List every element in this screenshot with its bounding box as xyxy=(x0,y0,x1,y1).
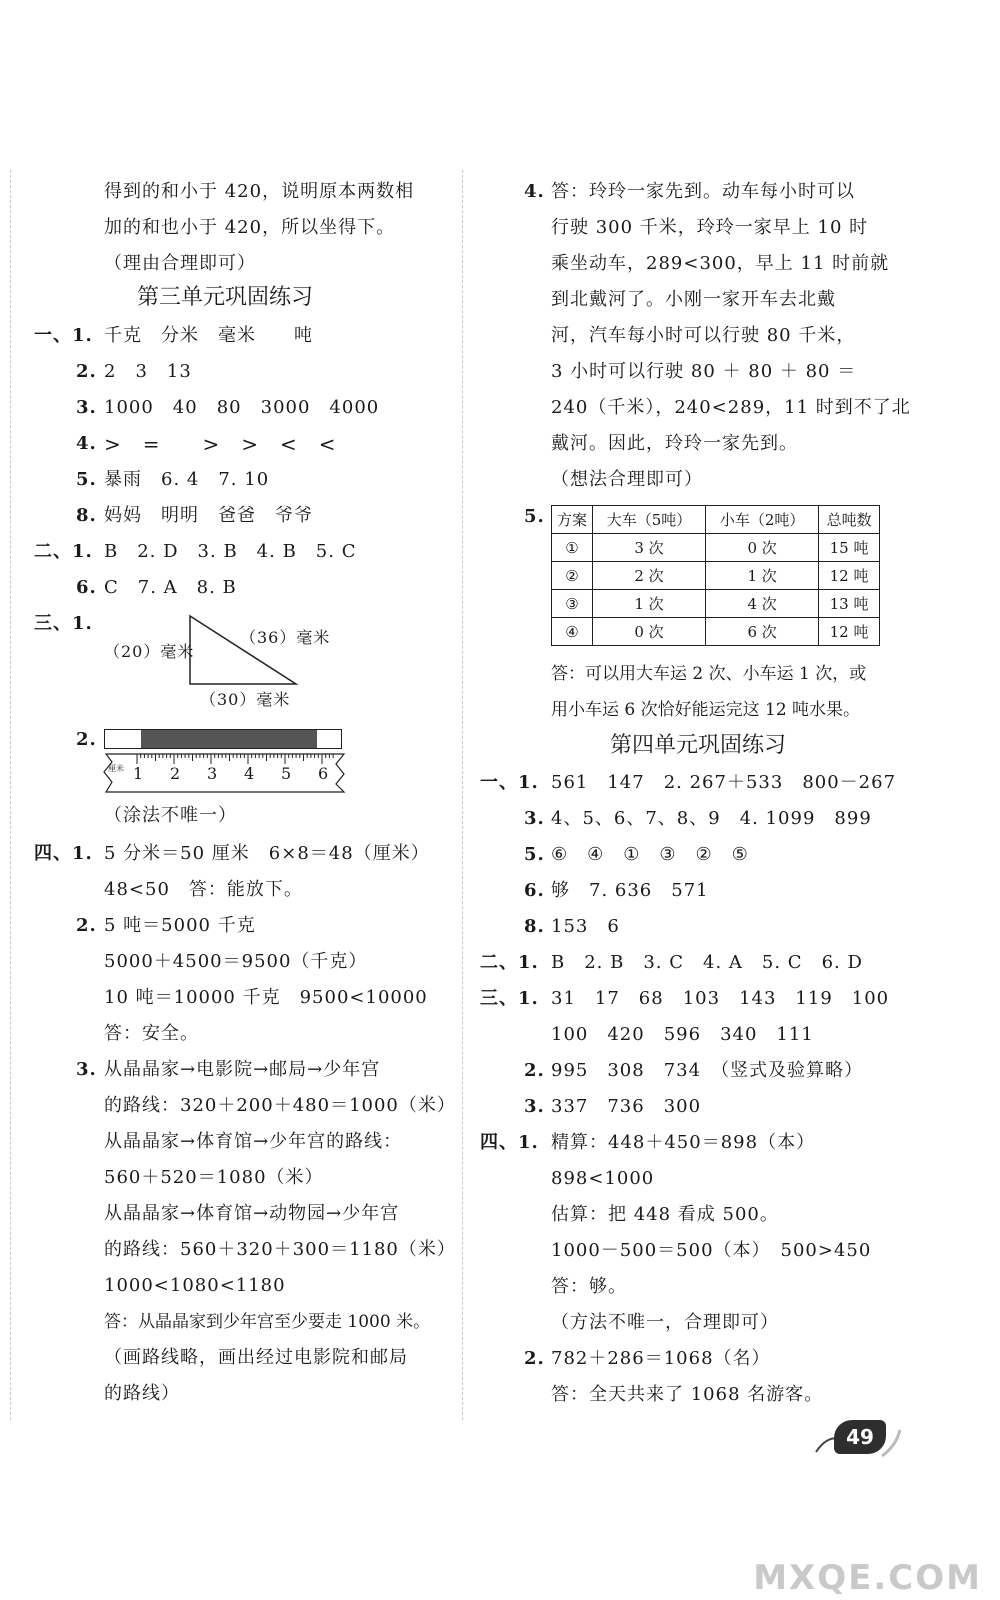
table-cell: 0 次 xyxy=(593,618,706,646)
answer-text: 1000<1080<1180 xyxy=(104,1275,286,1296)
triangle-hypotenuse-label: （36）毫米 xyxy=(240,628,331,647)
answer-text: 戴河。因此，玲玲一家先到。 xyxy=(551,433,798,454)
table-header: 大车（5吨） xyxy=(593,506,706,534)
table-cell: 1 次 xyxy=(706,562,819,590)
question-number: 四、1. xyxy=(480,1132,539,1153)
answer-text: 153 6 xyxy=(551,916,620,937)
question-number: 三、1. xyxy=(34,613,93,634)
table-cell: 1 次 xyxy=(593,590,706,618)
answer-text: 337 736 300 xyxy=(551,1096,702,1117)
question-number: 6. xyxy=(524,880,545,901)
answer-text: 的路线：560＋320＋300＝1180（米） xyxy=(104,1239,456,1260)
unit3-title: 第三单元巩固练习 xyxy=(137,285,314,310)
table-cell: 3 次 xyxy=(593,534,706,562)
table-row xyxy=(552,534,880,562)
watermark-text: MXQE.COM xyxy=(753,1558,982,1598)
table-cell: 15 吨 xyxy=(819,534,880,562)
question-number: 5. xyxy=(76,469,97,490)
question-number: 8. xyxy=(524,916,545,937)
answer-text: 妈妈 明明 爸爸 爷爷 xyxy=(104,505,313,526)
ruler-tick-label: 4 xyxy=(244,764,256,783)
answer-text: 从晶晶家→体育馆→动物园→少年宫 xyxy=(104,1203,400,1224)
answer-text: 1000－500＝500（本） 500>450 xyxy=(551,1240,872,1261)
table-cell: 0 次 xyxy=(706,534,819,562)
triangle-left-label: （20）毫米 xyxy=(104,642,195,661)
column-divider xyxy=(462,170,463,1420)
answer-text: > = > > < < xyxy=(104,432,337,456)
answer-text: （画路线略，画出经过电影院和邮局 xyxy=(104,1347,408,1368)
answer-text: 31 17 68 103 143 119 100 xyxy=(551,988,890,1009)
answer-note: （想法合理即可） xyxy=(551,469,703,490)
table-cell: 12 吨 xyxy=(819,562,880,590)
table-header: 小车（2吨） xyxy=(706,506,819,534)
table-header: 总吨数 xyxy=(819,506,880,534)
table-cell: 2 次 xyxy=(593,562,706,590)
answer-text: B 2. D 3. B 4. B 5. C xyxy=(104,541,357,562)
table-cell: ④ xyxy=(552,618,593,646)
question-number: 一、1. xyxy=(480,772,539,793)
ruler-tick-label: 6 xyxy=(318,764,330,783)
intro-note: （理由合理即可） xyxy=(104,253,256,274)
question-number: 4. xyxy=(76,433,97,454)
unit4-title: 第四单元巩固练习 xyxy=(610,733,787,758)
answer-text: 答：可以用大车运 2 次、小车运 1 次，或 xyxy=(551,664,867,684)
question-number: 2. xyxy=(76,361,97,382)
question-number: 6. xyxy=(76,577,97,598)
table-cell: 13 吨 xyxy=(819,590,880,618)
answer-text: 5 吨＝5000 千克 xyxy=(104,915,256,936)
question-number: 8. xyxy=(76,505,97,526)
ruler-note: （涂法不唯一） xyxy=(104,805,237,826)
answer-text: C 7. A 8. B xyxy=(104,577,237,598)
answer-text: 答：安全。 xyxy=(104,1023,199,1044)
question-number: 三、1. xyxy=(480,988,539,1009)
ruler-tick-label: 3 xyxy=(207,764,219,783)
question-number: 3. xyxy=(524,808,545,829)
question-number: 2. xyxy=(524,1060,545,1081)
ruler-tick-label: 1 xyxy=(133,764,145,783)
answer-text: 5000＋4500＝9500（千克） xyxy=(104,951,368,972)
left-margin-line xyxy=(10,170,11,1420)
answer-text: 答：全天共来了 1068 名游客。 xyxy=(551,1384,824,1405)
answer-text: 乘坐动车，289<300，早上 11 时前就 xyxy=(551,253,890,274)
question-number: 二、1. xyxy=(34,541,93,562)
intro-line: 得到的和小于 420，说明原本两数相 xyxy=(104,181,415,202)
triangle-bottom-label: （30）毫米 xyxy=(200,690,291,709)
table-row xyxy=(552,618,880,646)
answer-text: 560＋520＝1080（米） xyxy=(104,1167,324,1188)
answer-text: 4、5、6、7、8、9 4. 1099 899 xyxy=(551,808,872,829)
answer-text: 995 308 734 （竖式及验算略） xyxy=(551,1060,864,1081)
table-cell: 6 次 xyxy=(706,618,819,646)
ruler-tick-label: 5 xyxy=(281,764,293,783)
answer-text: 河，汽车每小时可以行驶 80 千米， xyxy=(551,325,856,346)
answer-text: 10 吨＝10000 千克 9500<10000 xyxy=(104,987,428,1008)
table-row xyxy=(552,562,880,590)
ruler-unit-label: 厘米 xyxy=(108,764,124,773)
answer-text: 答：够。 xyxy=(551,1276,627,1297)
answer-text: 从晶晶家→电影院→邮局→少年宫 xyxy=(104,1059,381,1080)
answer-text: 答：玲玲一家先到。动车每小时可以 xyxy=(551,181,855,202)
answer-text: 48<50 答：能放下。 xyxy=(104,879,303,900)
table-header: 方案 xyxy=(552,506,593,534)
question-number: 5. xyxy=(524,844,545,865)
answer-text: 的路线） xyxy=(104,1383,180,1404)
page-number: 49 xyxy=(834,1420,886,1454)
answer-text: ⑥ ④ ① ③ ② ⑤ xyxy=(551,844,749,865)
table-header-row xyxy=(552,506,880,534)
answer-text: B 2. B 3. C 4. A 5. C 6. D xyxy=(551,952,863,973)
answer-text: 的路线：320＋200＋480＝1000（米） xyxy=(104,1095,456,1116)
question-number: 3. xyxy=(76,397,97,418)
right-triangle-figure xyxy=(180,610,300,690)
answer-text: 精算：448＋450＝898（本） xyxy=(551,1132,816,1153)
table-cell: 12 吨 xyxy=(819,618,880,646)
shaded-bar xyxy=(104,729,342,749)
answer-text: 5 分米＝50 厘米 6×8＝48（厘米） xyxy=(104,843,430,864)
transport-plan-table xyxy=(551,505,880,646)
ruler-tick-label: 2 xyxy=(170,764,182,783)
question-number: 3. xyxy=(76,1059,97,1080)
answer-text: 用小车运 6 次恰好能运完这 12 吨水果。 xyxy=(551,700,861,720)
question-number: 3. xyxy=(524,1096,545,1117)
answer-text: 暴雨 6. 4 7. 10 xyxy=(104,469,270,490)
answer-text: 千克 分米 毫米 吨 xyxy=(104,325,313,346)
question-number: 2. xyxy=(76,729,97,750)
answer-text: 到北戴河了。小刚一家开车去北戴 xyxy=(551,289,836,310)
answer-text: 行驶 300 千米，玲玲一家早上 10 时 xyxy=(551,217,869,238)
table-cell: ③ xyxy=(552,590,593,618)
question-number: 2. xyxy=(76,915,97,936)
answer-text: 240（千米），240<289，11 时到不了北 xyxy=(551,397,911,418)
table-row xyxy=(552,590,880,618)
answer-text: 估算：把 448 看成 500。 xyxy=(551,1204,779,1225)
answer-text: 782＋286＝1068（名） xyxy=(551,1348,771,1369)
answer-text: 2 3 13 xyxy=(104,361,192,382)
answer-text: 898<1000 xyxy=(551,1168,655,1189)
answer-note: （方法不唯一，合理即可） xyxy=(551,1312,779,1333)
table-cell: 4 次 xyxy=(706,590,819,618)
answer-text: 561 147 2. 267＋533 800－267 xyxy=(551,772,897,793)
table-cell: ② xyxy=(552,562,593,590)
question-number: 4. xyxy=(524,181,545,202)
answer-text: 答：从晶晶家到少年宫至少要走 1000 米。 xyxy=(104,1312,431,1332)
question-number: 一、1. xyxy=(34,325,93,346)
question-number: 四、1. xyxy=(34,843,93,864)
answer-text: 3 小时可以行驶 80 ＋ 80 ＋ 80 ＝ xyxy=(551,361,857,382)
answer-text: 100 420 596 340 111 xyxy=(551,1024,814,1045)
intro-line: 加的和也小于 420，所以坐得下。 xyxy=(104,217,396,238)
answer-text: 1000 40 80 3000 4000 xyxy=(104,397,380,418)
answer-text: 够 7. 636 571 xyxy=(551,880,709,901)
answer-text: 从晶晶家→体育馆→少年宫的路线： xyxy=(104,1131,403,1152)
table-cell: ① xyxy=(552,534,593,562)
question-number: 2. xyxy=(524,1348,545,1369)
question-number: 5. xyxy=(524,506,545,527)
question-number: 二、1. xyxy=(480,952,539,973)
